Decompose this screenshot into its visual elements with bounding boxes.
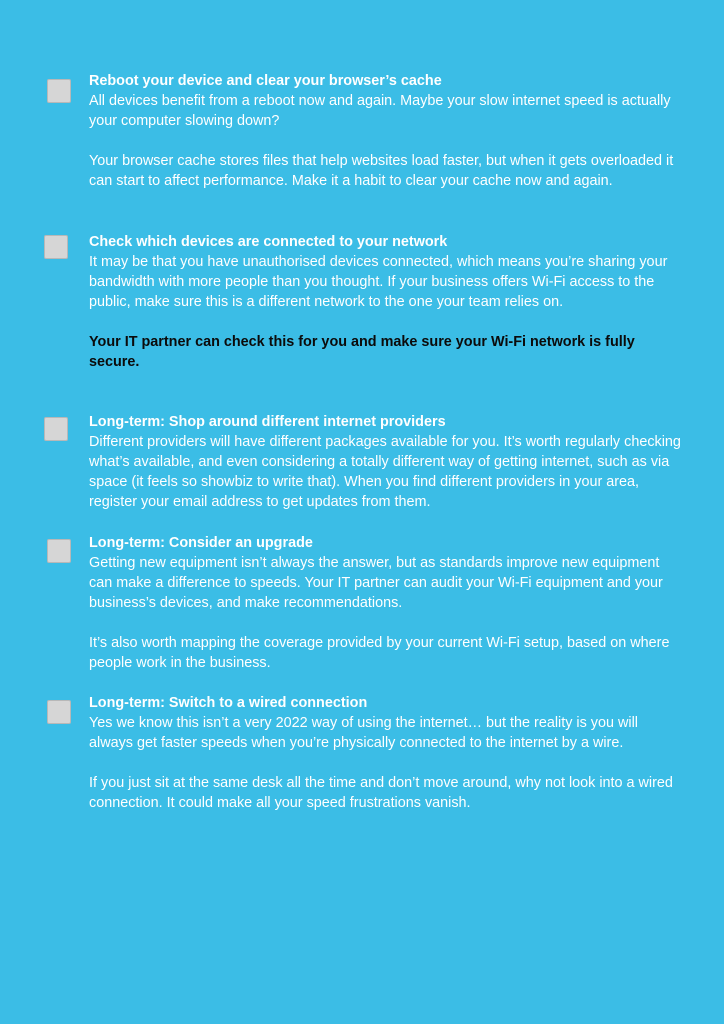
checkbox-providers[interactable]: [44, 417, 68, 441]
item-paragraph: It may be that you have unauthorised devices connected, which means you’re sharing your bandwidth with more people than you thought. If your business offers Wi-Fi access to the public, make sure this is a different network to the one your team relies on.: [89, 254, 668, 311]
checkbox-upgrade[interactable]: [47, 539, 71, 563]
item-heading: Check which devices are connected to your network: [89, 234, 448, 250]
item-heading: Reboot your device and clear your browser’s cache: [89, 73, 442, 89]
item-devices: [89, 232, 681, 373]
item-paragraph: Getting new equipment isn’t always the answer, but as standards improve new equipment can make a difference to speeds. Your IT partner can audit your Wi-Fi equipment and your business’s devices, and make recommendations.: [89, 555, 663, 612]
checkbox-devices[interactable]: [44, 235, 68, 259]
item-paragraph: It’s also worth mapping the coverage provided by your current Wi-Fi setup, based on where people work in the business.: [89, 635, 670, 672]
item-heading: Long-term: Switch to a wired connection: [89, 695, 368, 711]
item-paragraph: Different providers will have different packages available for you. It’s worth regularly checking what’s available, and even considering a totally different way of getting internet, such as via space (it feels so showbiz to write that). When you find different providers in your area, register your email address to get updates from them.: [89, 434, 681, 511]
item-providers: [89, 412, 681, 512]
item-paragraph: Yes we know this isn’t a very 2022 way of using the internet… but the reality is you will always get faster speeds when you’re physically connected to the internet by a wire.: [89, 715, 638, 752]
checkbox-reboot[interactable]: [47, 79, 71, 103]
item-callout: Your IT partner can check this for you and make sure your Wi-Fi network is fully secure.: [89, 334, 635, 371]
item-paragraph: All devices benefit from a reboot now and again. Maybe your slow internet speed is actually your computer slowing down?: [89, 93, 671, 130]
checkbox-wired[interactable]: [47, 700, 71, 724]
item-heading: Long-term: Consider an upgrade: [89, 535, 313, 551]
item-wired: [89, 693, 681, 813]
item-paragraph: If you just sit at the same desk all the time and don’t move around, why not look into a wired connection. It could make all your speed frustrations vanish.: [89, 775, 673, 812]
item-reboot: [89, 71, 681, 191]
item-paragraph: Your browser cache stores files that help websites load faster, but when it gets overloaded it can start to affect performance. Make it a habit to clear your cache now and again.: [89, 153, 674, 190]
item-upgrade: [89, 533, 681, 674]
item-heading: Long-term: Shop around different internet providers: [89, 414, 446, 430]
